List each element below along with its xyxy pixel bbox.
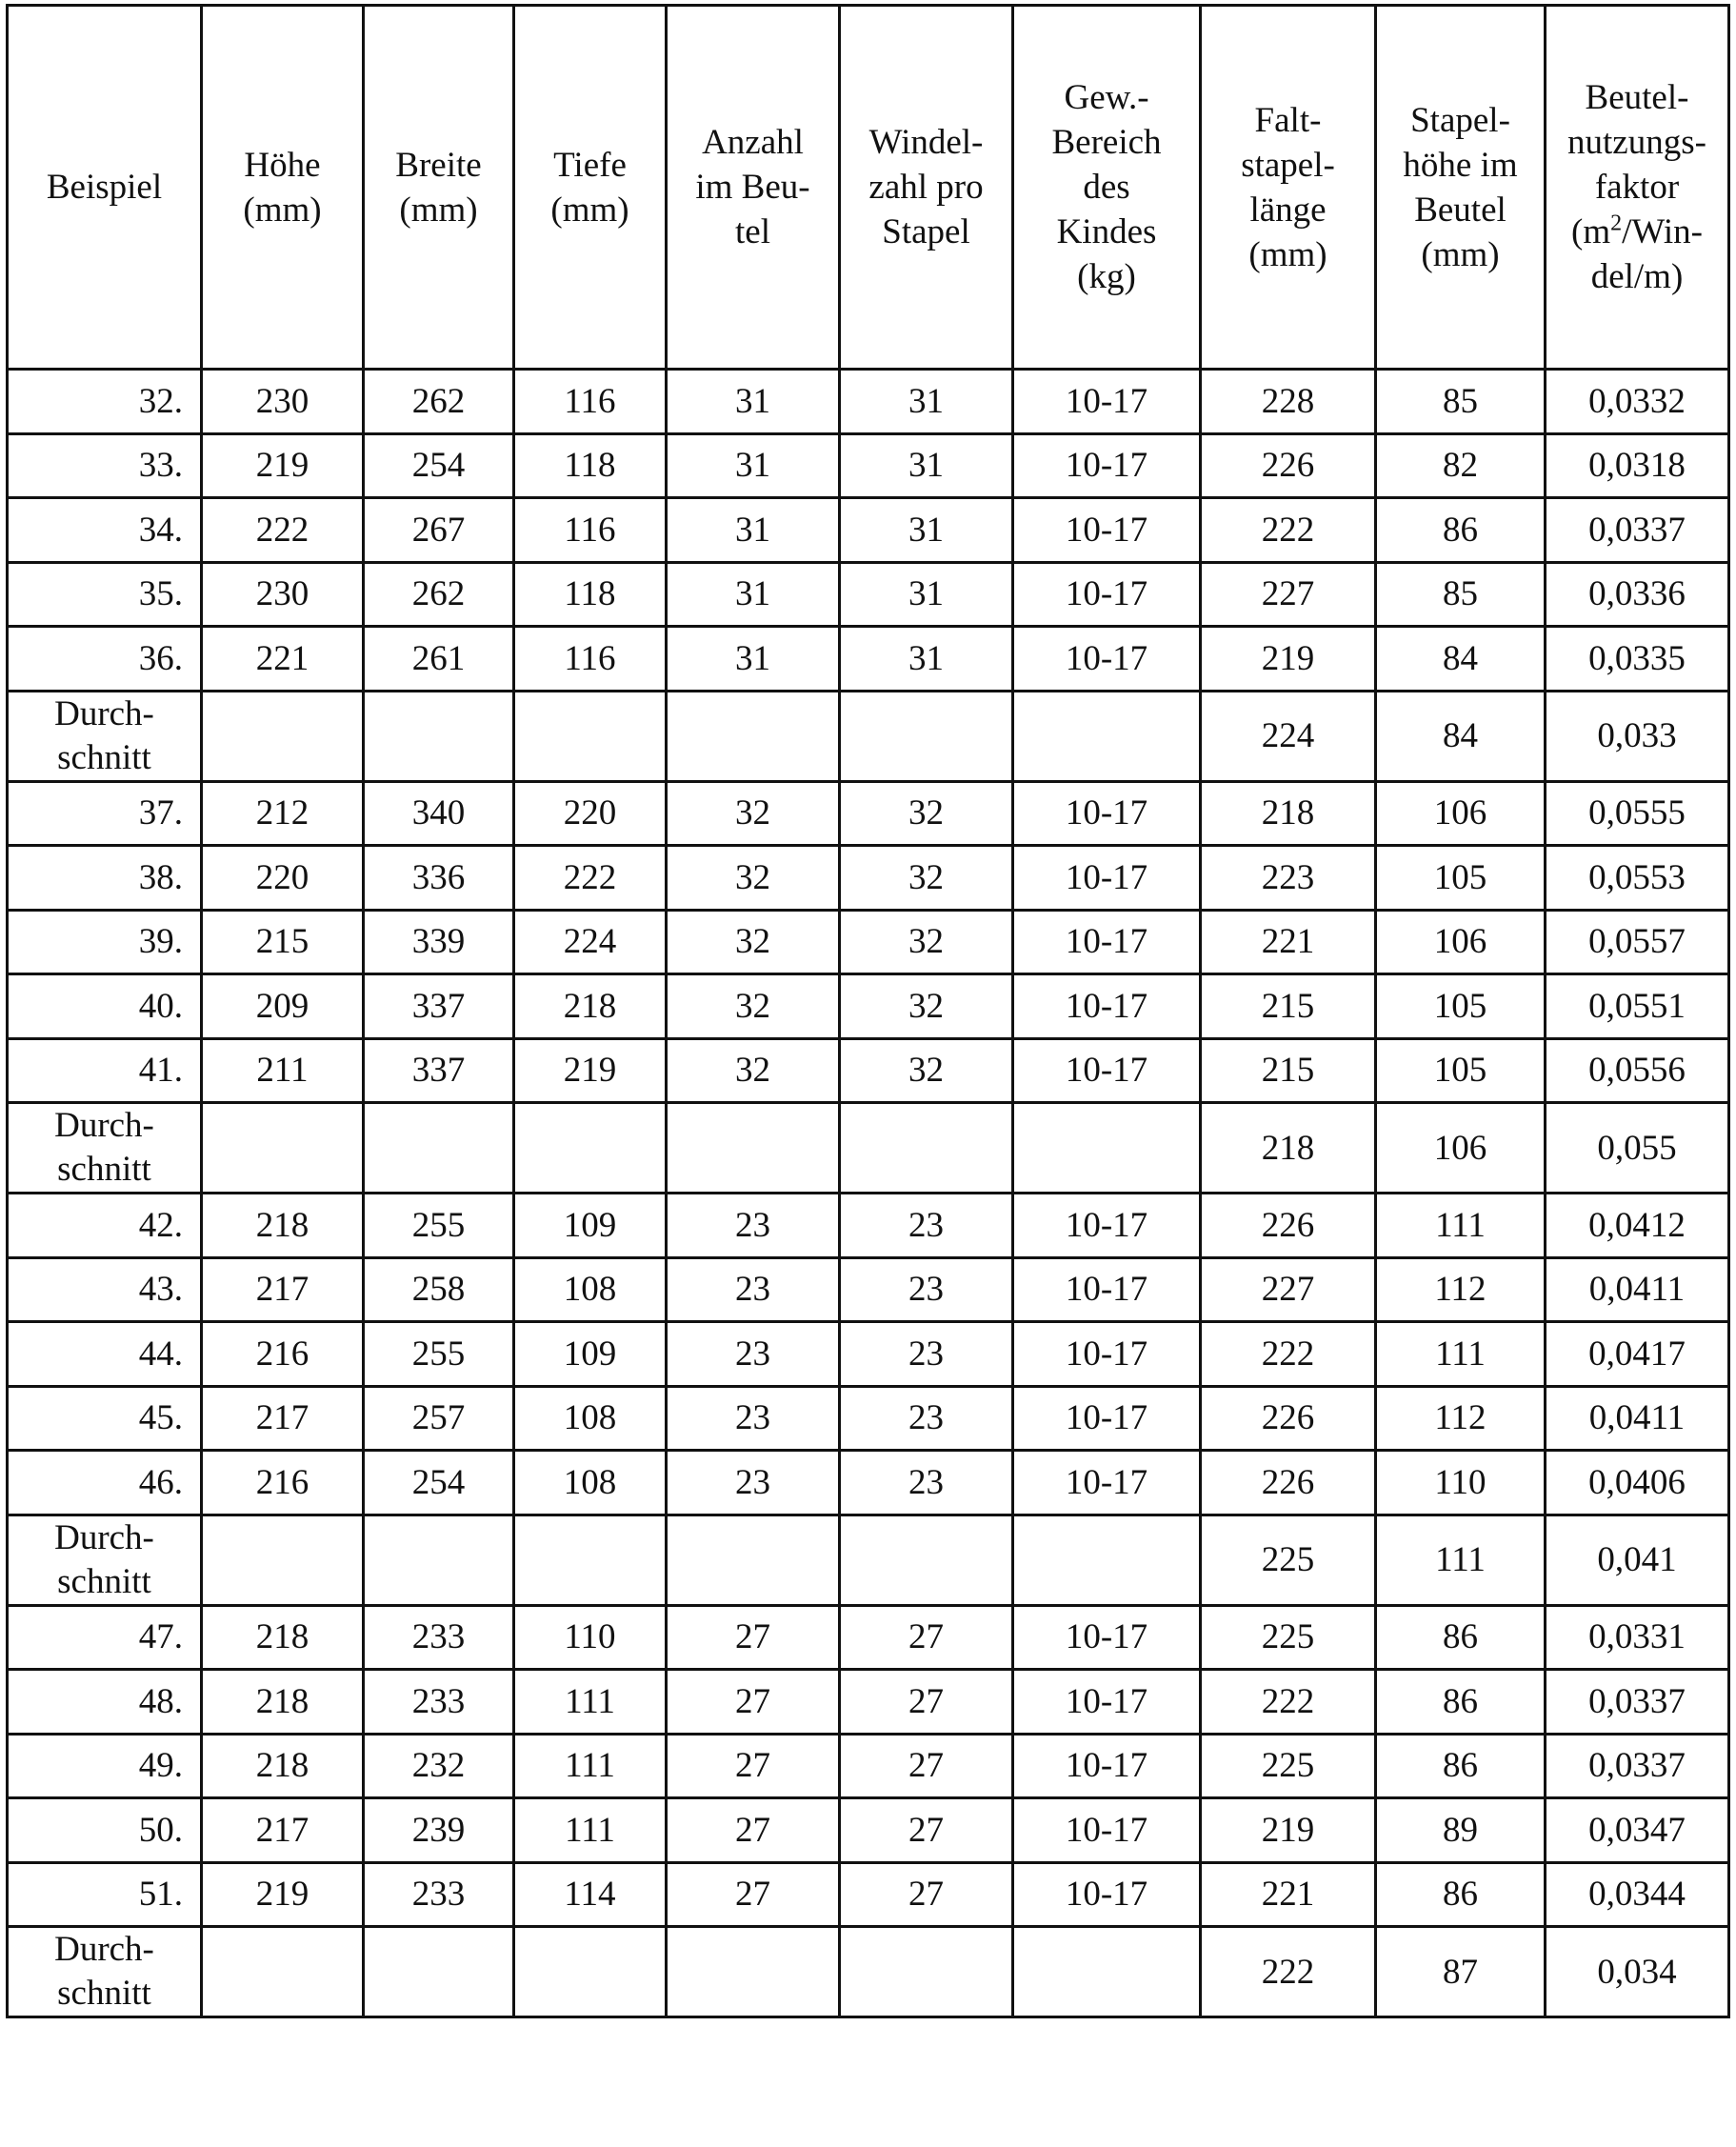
table-cell-hoehe: 230 bbox=[202, 562, 364, 627]
table-cell-tiefe: 111 bbox=[514, 1734, 667, 1798]
header-line: del/m) bbox=[1590, 257, 1684, 296]
table-cell-tiefe: 116 bbox=[514, 627, 667, 692]
table-cell-beutelnutzungsfaktor: 0,0551 bbox=[1546, 974, 1729, 1039]
table-cell-beutelnutzungsfaktor: 0,0417 bbox=[1546, 1322, 1729, 1387]
table-cell-faltstapellaenge: 219 bbox=[1201, 1798, 1376, 1863]
table-cell-beispiel: 34. bbox=[8, 498, 202, 563]
table-cell-hoehe: 216 bbox=[202, 1322, 364, 1387]
table-row bbox=[8, 627, 1729, 692]
header-cell-beutelnutzungsfaktor bbox=[1546, 6, 1729, 370]
table-cell-faltstapellaenge: 221 bbox=[1201, 910, 1376, 974]
table-cell-faltstapellaenge: 218 bbox=[1201, 1103, 1376, 1194]
table-cell-tiefe: 116 bbox=[514, 498, 667, 563]
table-cell-windelzahl: 23 bbox=[840, 1451, 1013, 1515]
table-cell-windelzahl: 31 bbox=[840, 562, 1013, 627]
table-cell-beispiel: 35. bbox=[8, 562, 202, 627]
table-cell-stapelhoehe: 105 bbox=[1376, 1038, 1546, 1103]
table-cell-breite: 262 bbox=[364, 370, 514, 434]
table-cell-breite bbox=[364, 691, 514, 781]
table-cell-gewichtsbereich: 10-17 bbox=[1013, 433, 1201, 498]
table-cell-beutelnutzungsfaktor: 0,0556 bbox=[1546, 1038, 1729, 1103]
table-cell-windelzahl: 27 bbox=[840, 1862, 1013, 1927]
table-cell-gewichtsbereich bbox=[1013, 1103, 1201, 1194]
table-cell-gewichtsbereich: 10-17 bbox=[1013, 910, 1201, 974]
table-cell-stapelhoehe: 106 bbox=[1376, 781, 1546, 846]
table-cell-windelzahl: 23 bbox=[840, 1386, 1013, 1451]
table-cell-stapelhoehe: 82 bbox=[1376, 433, 1546, 498]
table-cell-beispiel: 46. bbox=[8, 1451, 202, 1515]
table-row bbox=[8, 910, 1729, 974]
table-cell-gewichtsbereich: 10-17 bbox=[1013, 627, 1201, 692]
table-cell-breite: 267 bbox=[364, 498, 514, 563]
table-cell-anzahl: 32 bbox=[667, 846, 840, 911]
table-cell-faltstapellaenge: 215 bbox=[1201, 974, 1376, 1039]
table-cell-tiefe: 219 bbox=[514, 1038, 667, 1103]
table-cell-hoehe: 217 bbox=[202, 1257, 364, 1322]
table-cell-beutelnutzungsfaktor: 0,0411 bbox=[1546, 1386, 1729, 1451]
table-cell-stapelhoehe: 105 bbox=[1376, 846, 1546, 911]
data-table bbox=[6, 4, 1730, 2018]
table-cell-faltstapellaenge: 226 bbox=[1201, 1194, 1376, 1258]
header-cell-gewichtsbereich: Gew.- Bereich des Kindes (kg) bbox=[1013, 6, 1201, 370]
table-cell-faltstapellaenge: 225 bbox=[1201, 1605, 1376, 1670]
table-cell-stapelhoehe: 106 bbox=[1376, 910, 1546, 974]
table-cell-faltstapellaenge: 226 bbox=[1201, 433, 1376, 498]
table-cell-windelzahl: 31 bbox=[840, 498, 1013, 563]
table-cell-beispiel: 36. bbox=[8, 627, 202, 692]
table-cell-hoehe: 218 bbox=[202, 1734, 364, 1798]
table-cell-breite: 254 bbox=[364, 433, 514, 498]
header-line: /Win- bbox=[1622, 212, 1703, 251]
table-cell-beispiel: 42. bbox=[8, 1194, 202, 1258]
table-cell-beutelnutzungsfaktor: 0,0406 bbox=[1546, 1451, 1729, 1515]
table-cell-beispiel: 51. bbox=[8, 1862, 202, 1927]
table-cell-windelzahl bbox=[840, 1103, 1013, 1194]
table-cell-faltstapellaenge: 225 bbox=[1201, 1734, 1376, 1798]
table-cell-beispiel: Durch- schnitt bbox=[8, 691, 202, 781]
table-cell-stapelhoehe: 89 bbox=[1376, 1798, 1546, 1863]
header-cell-faltstapellaenge: Falt- stapel- länge (mm) bbox=[1201, 6, 1376, 370]
table-cell-hoehe: 230 bbox=[202, 370, 364, 434]
table-cell-beutelnutzungsfaktor: 0,0318 bbox=[1546, 433, 1729, 498]
table-cell-gewichtsbereich: 10-17 bbox=[1013, 562, 1201, 627]
table-cell-tiefe: 116 bbox=[514, 370, 667, 434]
table-cell-anzahl: 32 bbox=[667, 910, 840, 974]
table-cell-beispiel: 37. bbox=[8, 781, 202, 846]
table-cell-beutelnutzungsfaktor: 0,0344 bbox=[1546, 1862, 1729, 1927]
table-row bbox=[8, 433, 1729, 498]
table-cell-stapelhoehe: 84 bbox=[1376, 691, 1546, 781]
table-cell-stapelhoehe: 106 bbox=[1376, 1103, 1546, 1194]
table-cell-hoehe bbox=[202, 1515, 364, 1605]
table-cell-hoehe bbox=[202, 1103, 364, 1194]
table-row bbox=[8, 1257, 1729, 1322]
table-row bbox=[8, 781, 1729, 846]
table-cell-gewichtsbereich bbox=[1013, 691, 1201, 781]
table-cell-tiefe: 111 bbox=[514, 1670, 667, 1735]
table-cell-beutelnutzungsfaktor: 0,041 bbox=[1546, 1515, 1729, 1605]
table-cell-anzahl: 32 bbox=[667, 974, 840, 1039]
table-cell-breite: 254 bbox=[364, 1451, 514, 1515]
table-cell-beutelnutzungsfaktor: 0,034 bbox=[1546, 1927, 1729, 2017]
table-cell-breite: 340 bbox=[364, 781, 514, 846]
table-row bbox=[8, 1386, 1729, 1451]
table-cell-breite bbox=[364, 1515, 514, 1605]
table-cell-breite: 337 bbox=[364, 1038, 514, 1103]
table-cell-windelzahl bbox=[840, 691, 1013, 781]
table-cell-stapelhoehe: 110 bbox=[1376, 1451, 1546, 1515]
table-cell-faltstapellaenge: 219 bbox=[1201, 627, 1376, 692]
table-cell-beispiel: 40. bbox=[8, 974, 202, 1039]
table-cell-faltstapellaenge: 226 bbox=[1201, 1451, 1376, 1515]
table-cell-anzahl: 27 bbox=[667, 1605, 840, 1670]
table-cell-stapelhoehe: 105 bbox=[1376, 974, 1546, 1039]
table-cell-breite: 255 bbox=[364, 1322, 514, 1387]
table-cell-windelzahl bbox=[840, 1927, 1013, 2017]
table-cell-tiefe bbox=[514, 1927, 667, 2017]
table-cell-faltstapellaenge: 221 bbox=[1201, 1862, 1376, 1927]
table-cell-windelzahl: 23 bbox=[840, 1194, 1013, 1258]
table-cell-anzahl: 31 bbox=[667, 370, 840, 434]
table-cell-breite: 339 bbox=[364, 910, 514, 974]
table-cell-faltstapellaenge: 223 bbox=[1201, 846, 1376, 911]
table-cell-stapelhoehe: 86 bbox=[1376, 1670, 1546, 1735]
table-cell-windelzahl: 23 bbox=[840, 1322, 1013, 1387]
table-cell-beutelnutzungsfaktor: 0,0337 bbox=[1546, 1734, 1729, 1798]
table-cell-tiefe: 108 bbox=[514, 1257, 667, 1322]
table-row bbox=[8, 1605, 1729, 1670]
table-cell-anzahl bbox=[667, 1515, 840, 1605]
table-cell-gewichtsbereich: 10-17 bbox=[1013, 846, 1201, 911]
table-cell-breite: 337 bbox=[364, 974, 514, 1039]
table-cell-gewichtsbereich: 10-17 bbox=[1013, 974, 1201, 1039]
header-line: nutzungs- bbox=[1567, 123, 1706, 162]
table-cell-tiefe: 118 bbox=[514, 562, 667, 627]
table-cell-breite: 257 bbox=[364, 1386, 514, 1451]
table-cell-faltstapellaenge: 222 bbox=[1201, 1927, 1376, 2017]
table-cell-hoehe: 216 bbox=[202, 1451, 364, 1515]
table-cell-beutelnutzungsfaktor: 0,0347 bbox=[1546, 1798, 1729, 1863]
table-cell-tiefe: 109 bbox=[514, 1194, 667, 1258]
header-line: (m bbox=[1571, 212, 1611, 251]
table-cell-breite: 233 bbox=[364, 1862, 514, 1927]
table-cell-beispiel: Durch- schnitt bbox=[8, 1103, 202, 1194]
table-cell-windelzahl: 27 bbox=[840, 1605, 1013, 1670]
table-cell-gewichtsbereich: 10-17 bbox=[1013, 1798, 1201, 1863]
table-cell-beispiel: Durch- schnitt bbox=[8, 1515, 202, 1605]
table-cell-hoehe: 219 bbox=[202, 433, 364, 498]
table-row bbox=[8, 1798, 1729, 1863]
table-cell-anzahl: 31 bbox=[667, 562, 840, 627]
table-cell-hoehe: 217 bbox=[202, 1386, 364, 1451]
table-cell-breite: 258 bbox=[364, 1257, 514, 1322]
table-cell-faltstapellaenge: 215 bbox=[1201, 1038, 1376, 1103]
table-cell-faltstapellaenge: 228 bbox=[1201, 370, 1376, 434]
table-cell-windelzahl: 23 bbox=[840, 1257, 1013, 1322]
table-cell-tiefe bbox=[514, 1515, 667, 1605]
table-cell-tiefe: 114 bbox=[514, 1862, 667, 1927]
table-cell-hoehe: 218 bbox=[202, 1194, 364, 1258]
table-cell-windelzahl: 32 bbox=[840, 974, 1013, 1039]
table-cell-anzahl: 31 bbox=[667, 433, 840, 498]
table-cell-stapelhoehe: 84 bbox=[1376, 627, 1546, 692]
table-cell-breite bbox=[364, 1103, 514, 1194]
header-cell-tiefe: Tiefe (mm) bbox=[514, 6, 667, 370]
table-cell-gewichtsbereich bbox=[1013, 1927, 1201, 2017]
table-cell-gewichtsbereich: 10-17 bbox=[1013, 1605, 1201, 1670]
header-line: faktor bbox=[1594, 168, 1680, 207]
table-cell-beutelnutzungsfaktor: 0,0411 bbox=[1546, 1257, 1729, 1322]
table-body bbox=[8, 370, 1729, 2017]
table-cell-anzahl bbox=[667, 1927, 840, 2017]
table-cell-breite: 233 bbox=[364, 1670, 514, 1735]
table-cell-hoehe: 222 bbox=[202, 498, 364, 563]
table-cell-beispiel: 38. bbox=[8, 846, 202, 911]
table-row bbox=[8, 370, 1729, 434]
table-row bbox=[8, 846, 1729, 911]
table-cell-faltstapellaenge: 226 bbox=[1201, 1386, 1376, 1451]
table-cell-gewichtsbereich: 10-17 bbox=[1013, 781, 1201, 846]
table-cell-beispiel: 33. bbox=[8, 433, 202, 498]
table-cell-stapelhoehe: 111 bbox=[1376, 1515, 1546, 1605]
table-cell-anzahl: 23 bbox=[667, 1194, 840, 1258]
table-cell-breite: 262 bbox=[364, 562, 514, 627]
table-cell-breite bbox=[364, 1927, 514, 2017]
table-cell-stapelhoehe: 86 bbox=[1376, 1605, 1546, 1670]
table-cell-tiefe: 109 bbox=[514, 1322, 667, 1387]
table-cell-gewichtsbereich: 10-17 bbox=[1013, 1038, 1201, 1103]
table-cell-stapelhoehe: 112 bbox=[1376, 1386, 1546, 1451]
table-cell-beispiel: 50. bbox=[8, 1798, 202, 1863]
table-cell-beutelnutzungsfaktor: 0,0335 bbox=[1546, 627, 1729, 692]
table-cell-beutelnutzungsfaktor: 0,0555 bbox=[1546, 781, 1729, 846]
table-row bbox=[8, 1322, 1729, 1387]
table-cell-anzahl: 27 bbox=[667, 1734, 840, 1798]
table-cell-beutelnutzungsfaktor: 0,0331 bbox=[1546, 1605, 1729, 1670]
header-row bbox=[8, 6, 1729, 370]
table-cell-beutelnutzungsfaktor: 0,033 bbox=[1546, 691, 1729, 781]
table-cell-faltstapellaenge: 224 bbox=[1201, 691, 1376, 781]
table-cell-beispiel: 39. bbox=[8, 910, 202, 974]
table-cell-hoehe: 221 bbox=[202, 627, 364, 692]
table-row-average bbox=[8, 1927, 1729, 2017]
table-cell-anzahl: 23 bbox=[667, 1322, 840, 1387]
table-cell-beutelnutzungsfaktor: 0,0332 bbox=[1546, 370, 1729, 434]
table-row bbox=[8, 1670, 1729, 1735]
table-cell-tiefe: 224 bbox=[514, 910, 667, 974]
table-cell-tiefe bbox=[514, 1103, 667, 1194]
header-cell-windelzahl: Windel- zahl pro Stapel bbox=[840, 6, 1013, 370]
header-cell-stapelhoehe: Stapel- höhe im Beutel (mm) bbox=[1376, 6, 1546, 370]
table-cell-beispiel: 45. bbox=[8, 1386, 202, 1451]
table-cell-anzahl: 31 bbox=[667, 498, 840, 563]
table-cell-gewichtsbereich: 10-17 bbox=[1013, 1386, 1201, 1451]
table-cell-gewichtsbereich: 10-17 bbox=[1013, 1194, 1201, 1258]
table-cell-beutelnutzungsfaktor: 0,0336 bbox=[1546, 562, 1729, 627]
table-cell-faltstapellaenge: 222 bbox=[1201, 1322, 1376, 1387]
table-row bbox=[8, 1862, 1729, 1927]
table-row bbox=[8, 1734, 1729, 1798]
table-cell-gewichtsbereich: 10-17 bbox=[1013, 1451, 1201, 1515]
table-cell-beispiel: 32. bbox=[8, 370, 202, 434]
table-cell-tiefe: 111 bbox=[514, 1798, 667, 1863]
header-line: Beutel- bbox=[1585, 78, 1689, 117]
table-cell-gewichtsbereich: 10-17 bbox=[1013, 1862, 1201, 1927]
table-cell-anzahl bbox=[667, 691, 840, 781]
header-cell-anzahl: Anzahl im Beu- tel bbox=[667, 6, 840, 370]
table-cell-windelzahl: 32 bbox=[840, 910, 1013, 974]
table-cell-hoehe: 217 bbox=[202, 1798, 364, 1863]
table-cell-beutelnutzungsfaktor: 0,0337 bbox=[1546, 498, 1729, 563]
table-cell-stapelhoehe: 111 bbox=[1376, 1322, 1546, 1387]
table-cell-tiefe bbox=[514, 691, 667, 781]
header-cell-beispiel: Beispiel bbox=[8, 6, 202, 370]
table-cell-windelzahl: 32 bbox=[840, 781, 1013, 846]
table-cell-beutelnutzungsfaktor: 0,055 bbox=[1546, 1103, 1729, 1194]
table-cell-windelzahl: 32 bbox=[840, 1038, 1013, 1103]
table-cell-beutelnutzungsfaktor: 0,0557 bbox=[1546, 910, 1729, 974]
table-cell-breite: 233 bbox=[364, 1605, 514, 1670]
table-cell-faltstapellaenge: 218 bbox=[1201, 781, 1376, 846]
table-cell-beispiel: 47. bbox=[8, 1605, 202, 1670]
table-cell-beutelnutzungsfaktor: 0,0412 bbox=[1546, 1194, 1729, 1258]
table-cell-anzahl: 23 bbox=[667, 1386, 840, 1451]
table-cell-windelzahl: 31 bbox=[840, 433, 1013, 498]
table-cell-faltstapellaenge: 222 bbox=[1201, 1670, 1376, 1735]
table-cell-breite: 239 bbox=[364, 1798, 514, 1863]
table-cell-tiefe: 108 bbox=[514, 1451, 667, 1515]
table-cell-gewichtsbereich bbox=[1013, 1515, 1201, 1605]
table-cell-windelzahl: 31 bbox=[840, 627, 1013, 692]
table-cell-hoehe: 218 bbox=[202, 1605, 364, 1670]
superscript-2: 2 bbox=[1610, 211, 1623, 236]
table-cell-anzahl: 23 bbox=[667, 1451, 840, 1515]
table-cell-gewichtsbereich: 10-17 bbox=[1013, 370, 1201, 434]
table-cell-gewichtsbereich: 10-17 bbox=[1013, 1670, 1201, 1735]
table-cell-faltstapellaenge: 227 bbox=[1201, 1257, 1376, 1322]
table-cell-beutelnutzungsfaktor: 0,0553 bbox=[1546, 846, 1729, 911]
table-cell-anzahl bbox=[667, 1103, 840, 1194]
table-cell-beispiel: 41. bbox=[8, 1038, 202, 1103]
table-row-average bbox=[8, 1103, 1729, 1194]
table-cell-anzahl: 32 bbox=[667, 1038, 840, 1103]
table-cell-tiefe: 118 bbox=[514, 433, 667, 498]
table-cell-breite: 261 bbox=[364, 627, 514, 692]
header-cell-hoehe: Höhe (mm) bbox=[202, 6, 364, 370]
table-row bbox=[8, 974, 1729, 1039]
header-cell-breite: Breite (mm) bbox=[364, 6, 514, 370]
table-row-average bbox=[8, 1515, 1729, 1605]
table-cell-anzahl: 27 bbox=[667, 1862, 840, 1927]
table-cell-beispiel: 48. bbox=[8, 1670, 202, 1735]
table-cell-hoehe: 209 bbox=[202, 974, 364, 1039]
table-row bbox=[8, 1194, 1729, 1258]
table-cell-stapelhoehe: 86 bbox=[1376, 498, 1546, 563]
table-cell-faltstapellaenge: 227 bbox=[1201, 562, 1376, 627]
table-cell-tiefe: 222 bbox=[514, 846, 667, 911]
table-cell-stapelhoehe: 85 bbox=[1376, 562, 1546, 627]
table-cell-hoehe: 219 bbox=[202, 1862, 364, 1927]
table-cell-beispiel: 43. bbox=[8, 1257, 202, 1322]
table-cell-hoehe bbox=[202, 1927, 364, 2017]
table-cell-breite: 336 bbox=[364, 846, 514, 911]
table-cell-breite: 255 bbox=[364, 1194, 514, 1258]
table-cell-faltstapellaenge: 225 bbox=[1201, 1515, 1376, 1605]
table-cell-stapelhoehe: 87 bbox=[1376, 1927, 1546, 2017]
table-cell-tiefe: 218 bbox=[514, 974, 667, 1039]
table-cell-windelzahl: 31 bbox=[840, 370, 1013, 434]
table-cell-stapelhoehe: 111 bbox=[1376, 1194, 1546, 1258]
table-cell-hoehe: 220 bbox=[202, 846, 364, 911]
table-cell-tiefe: 220 bbox=[514, 781, 667, 846]
table-cell-tiefe: 110 bbox=[514, 1605, 667, 1670]
table-cell-stapelhoehe: 112 bbox=[1376, 1257, 1546, 1322]
table-cell-gewichtsbereich: 10-17 bbox=[1013, 1257, 1201, 1322]
table-cell-tiefe: 108 bbox=[514, 1386, 667, 1451]
table-cell-stapelhoehe: 86 bbox=[1376, 1734, 1546, 1798]
table-cell-hoehe bbox=[202, 691, 364, 781]
table-cell-windelzahl: 27 bbox=[840, 1670, 1013, 1735]
table-cell-windelzahl: 32 bbox=[840, 846, 1013, 911]
table-cell-anzahl: 31 bbox=[667, 627, 840, 692]
table-cell-anzahl: 27 bbox=[667, 1670, 840, 1735]
table-cell-beispiel: Durch- schnitt bbox=[8, 1927, 202, 2017]
table-cell-gewichtsbereich: 10-17 bbox=[1013, 1322, 1201, 1387]
table-cell-faltstapellaenge: 222 bbox=[1201, 498, 1376, 563]
table-cell-stapelhoehe: 86 bbox=[1376, 1862, 1546, 1927]
table-cell-beutelnutzungsfaktor: 0,0337 bbox=[1546, 1670, 1729, 1735]
table-cell-windelzahl: 27 bbox=[840, 1734, 1013, 1798]
table-row bbox=[8, 498, 1729, 563]
table-row bbox=[8, 1451, 1729, 1515]
table-cell-hoehe: 218 bbox=[202, 1670, 364, 1735]
table-cell-breite: 232 bbox=[364, 1734, 514, 1798]
table-cell-anzahl: 27 bbox=[667, 1798, 840, 1863]
table-row-average bbox=[8, 691, 1729, 781]
table-cell-windelzahl: 27 bbox=[840, 1798, 1013, 1863]
table-cell-hoehe: 215 bbox=[202, 910, 364, 974]
table-cell-hoehe: 211 bbox=[202, 1038, 364, 1103]
table-cell-beispiel: 44. bbox=[8, 1322, 202, 1387]
table-cell-hoehe: 212 bbox=[202, 781, 364, 846]
table-cell-gewichtsbereich: 10-17 bbox=[1013, 1734, 1201, 1798]
table-cell-gewichtsbereich: 10-17 bbox=[1013, 498, 1201, 563]
table-cell-windelzahl bbox=[840, 1515, 1013, 1605]
table-cell-anzahl: 32 bbox=[667, 781, 840, 846]
table-row bbox=[8, 1038, 1729, 1103]
table-cell-stapelhoehe: 85 bbox=[1376, 370, 1546, 434]
table-cell-anzahl: 23 bbox=[667, 1257, 840, 1322]
table-row bbox=[8, 562, 1729, 627]
table-cell-beispiel: 49. bbox=[8, 1734, 202, 1798]
